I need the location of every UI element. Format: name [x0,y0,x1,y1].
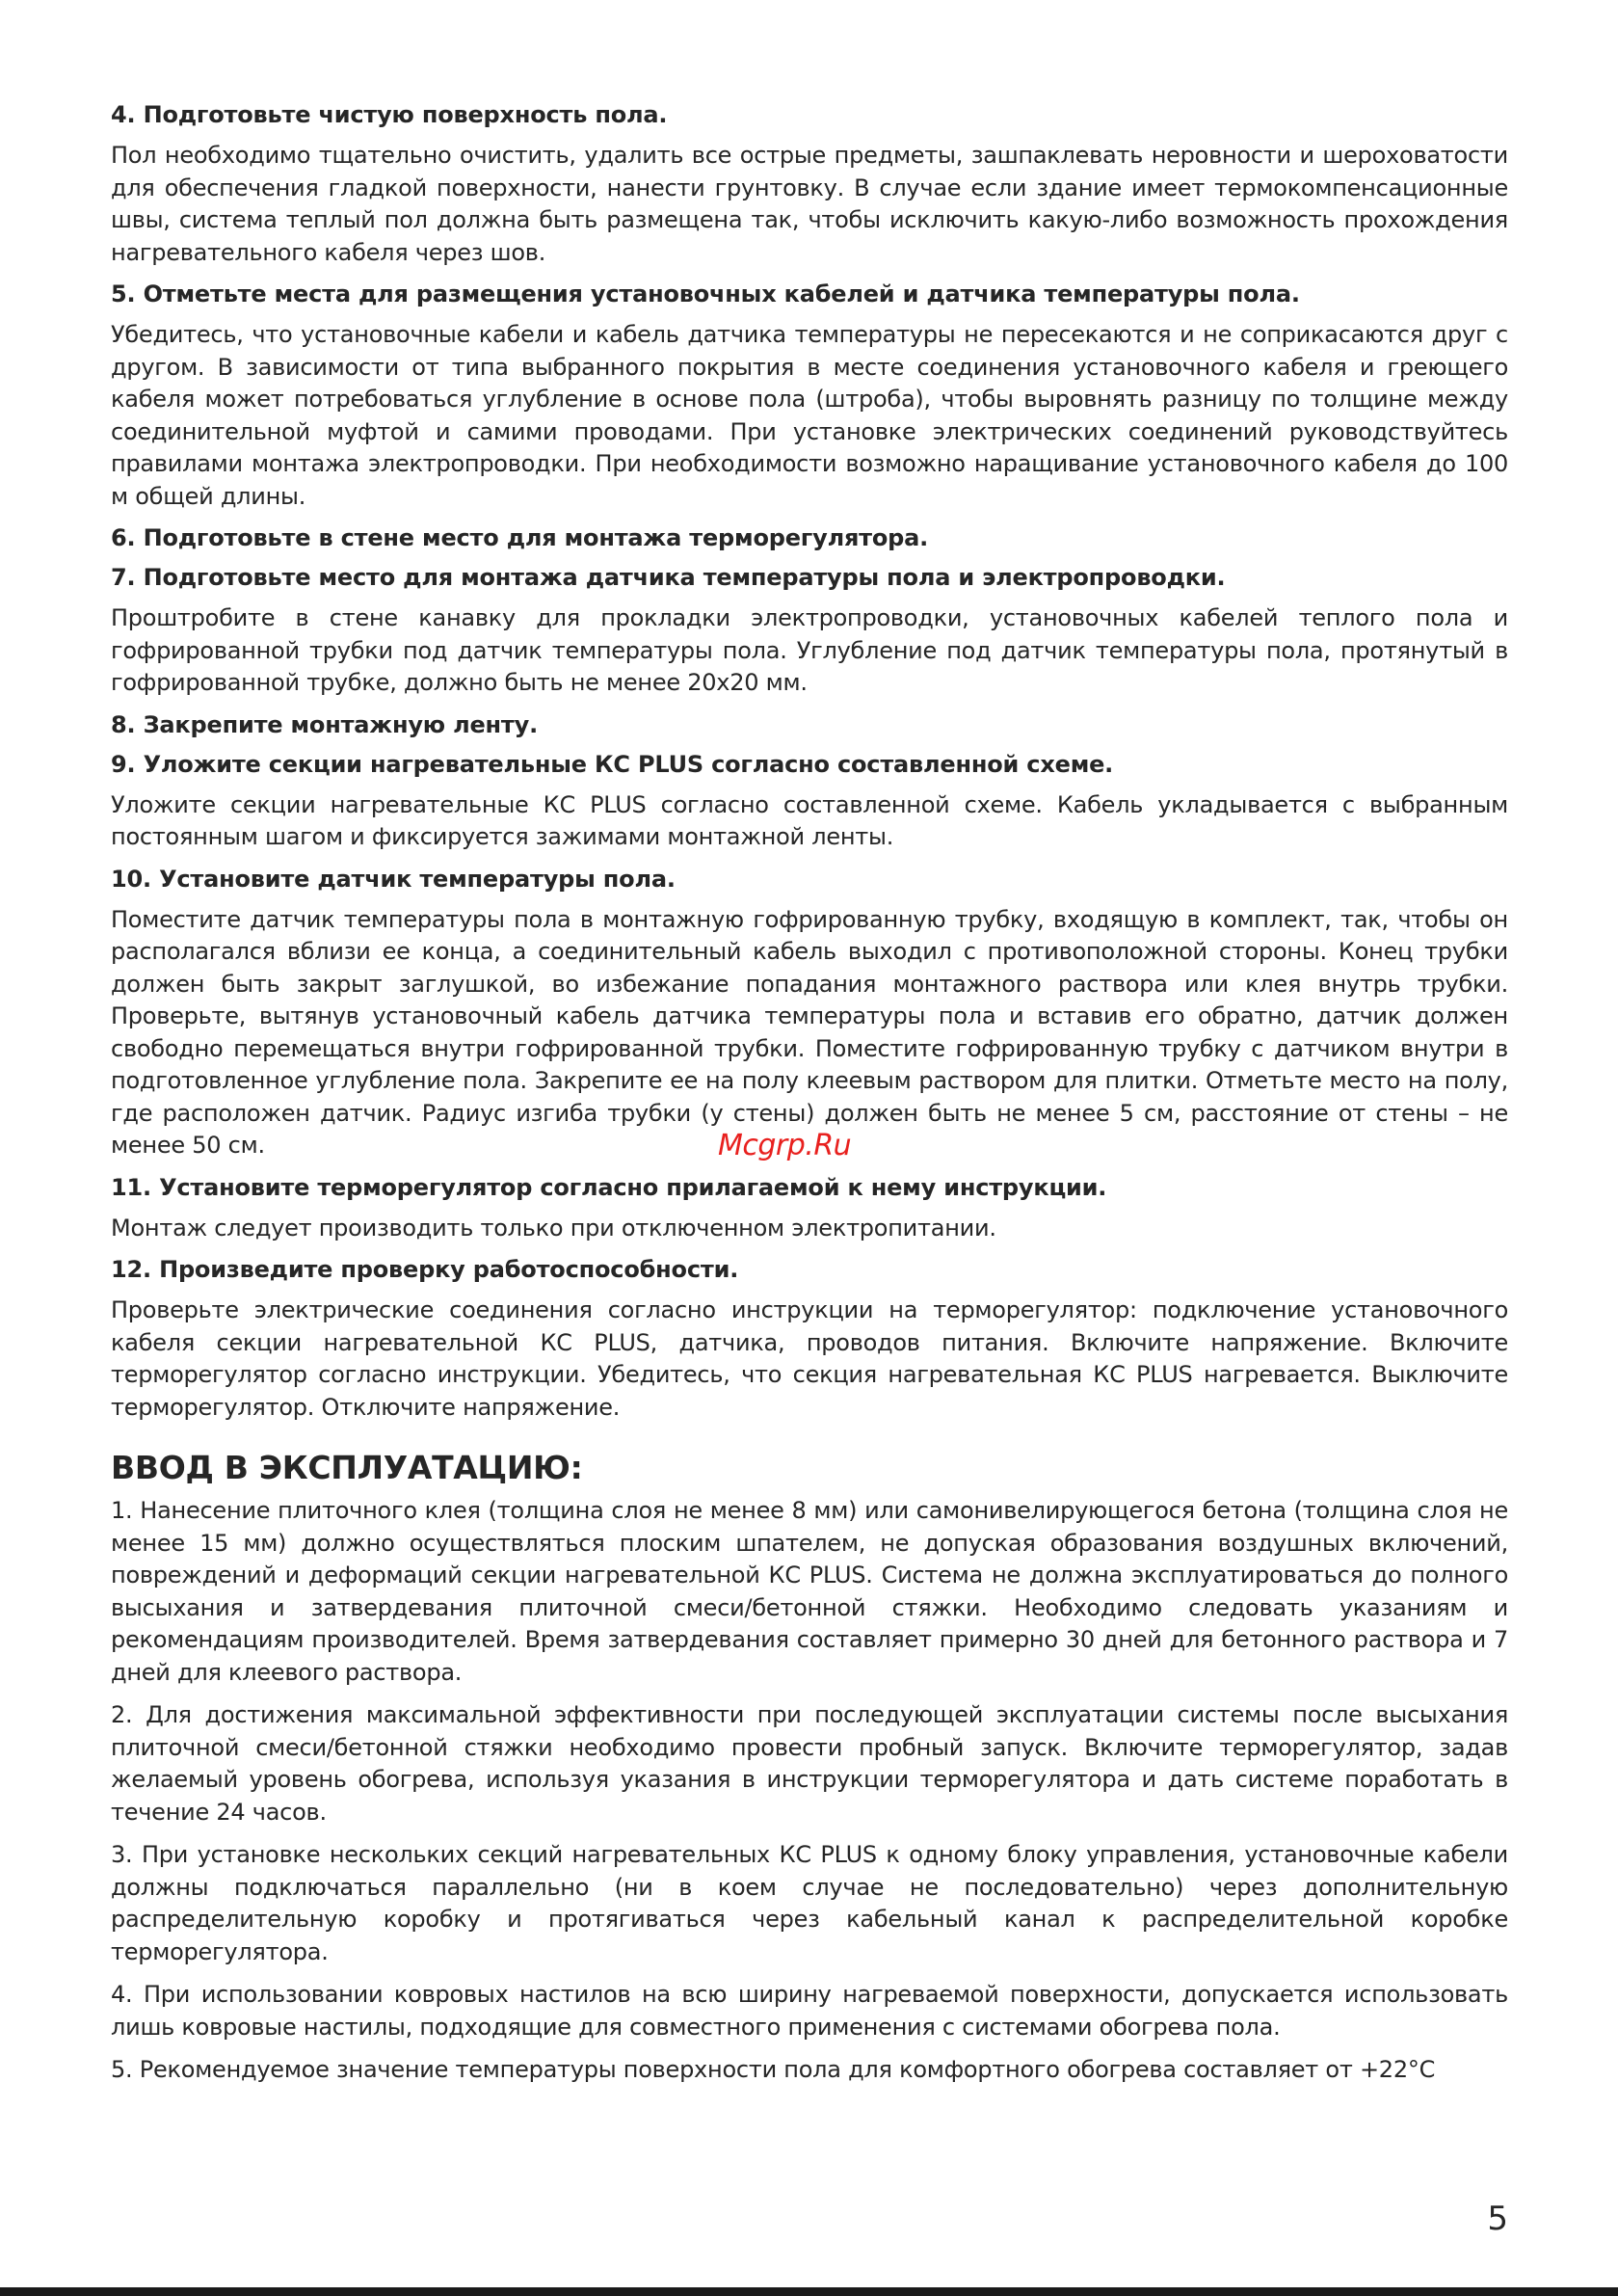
step-9-heading: 9. Уложите секции нагревательные КС PLUS согласно составленной схеме. [111,750,1114,778]
step-12-text: Проверьте электрические соединения согласно инструкции на терморегулятор: подключение установочного кабеля секции нагревательной КС PLUS, датчика, проводов питания. Включите напряжение. Включите терморегулятор согласно инструкции. Убедитесь, что секция нагревательная КС PLUS нагревается. Выключите терморегулятор. Отключите напряжение. [111,1296,1508,1421]
step-9-text: Уложите секции нагревательные КС PLUS согласно составленной схеме. Кабель укладывается с выбранным постоянным шагом и фиксируется зажимами монтажной ленты. [111,790,1508,850]
bottom-divider [0,2287,1618,2296]
page-content [111,100,1508,2097]
commissioning-item-1: 1. Нанесение плиточного клея (толщина слоя не менее 8 мм) или самонивелирующегося бетона (толщина слоя не менее 15 мм) должно осуществляться плоским шпателем, не допуская образования воздушных включений, повреждений и деформаций секции нагревательной КС PLUS. Система не должна эксплуатироваться до полного высыхания и затвердевания плиточной смеси/бетонной стяжки. Необходимо следовать указаниям и рекомендациям производителей. Время затвердевания составляет примерно 30 дней для бетонного раствора и 7 дней для клеевого раствора. [111,1497,1508,1686]
step-5-heading: 5. Отметьте места для размещения установочных кабелей и датчика температуры пола. [111,280,1300,307]
watermark-text: Mcgrp.Ru [718,1129,852,1162]
commissioning-item-4: 4. При использовании ковровых настилов на всю ширину нагреваемой поверхности, допускается использовать лишь ковровые настилы, подходящие для совместного применения с системами обогрева пола. [111,1981,1508,2041]
step-11-heading: 11. Установите терморегулятор согласно прилагаемой к нему инструкции. [111,1173,1107,1201]
step-10-text: Поместите датчик температуры пола в монтажную гофрированную трубку, входящую в комплект, так, чтобы он располагался вблизи ее конца, а соединительный кабель выходил с противоположной стороны. Конец трубки должен быть закрыт заглушкой, во избежание попадания монтажного раствора или клея внутрь трубки. Проверьте, вытянув установочный кабель датчика температуры пола и вставив его обратно, датчик должен свободно перемещаться внутри гофрированной трубки. Поместите гофрированную трубку с датчиком внутри в подготовленное углубление пола. Закрепите ее на полу клеевым раствором для плитки. Отметьте место на полу, где расположен датчик. Радиус изгиба трубки (у стены) должен быть не менее 5 см, расстояние от стены – не менее 50 см. [111,905,1508,1159]
commissioning-item-3: 3. При установке нескольких секций нагревательных КС PLUS к одному блоку управления, установочные кабели должны подключаться параллельно (ни в коем случае не последовательно) через дополнительную распределительную коробку и протягиваться через кабельный канал к распределительной коробке терморегулятора. [111,1841,1508,1965]
commissioning-item-5: 5. Рекомендуемое значение температуры поверхности пола для комфортного обогрева составляет от +22°С [111,2056,1436,2083]
page-number: 5 [1487,2200,1508,2238]
commissioning-title: ВВОД В ЭКСПЛУАТАЦИЮ: [111,1449,583,1486]
step-8-heading: 8. Закрепите монтажную ленту. [111,710,539,738]
step-10-heading: 10. Установите датчик температуры пола. [111,865,676,893]
step-4-heading: 4. Подготовьте чистую поверхность пола. [111,101,668,128]
step-6-heading: 6. Подготовьте в стене место для монтажа терморегулятора. [111,524,929,551]
step-7-heading: 7. Подготовьте место для монтажа датчика температуры пола и электропроводки. [111,564,1226,591]
step-5-text: Убедитесь, что установочные кабели и кабель датчика температуры не пересекаются и не соприкасаются друг с другом. В зависимости от типа выбранного покрытия в месте соединения установочного кабеля и греющего кабеля может потребоваться углубление в основе пола (штроба), чтобы выровнять разницу по толщине между соединительной муфтой и самими проводами. При установке электрических соединений руководствуйтесь правилами монтажа электропроводки. При необходимости возможно наращивание установочного кабеля до 100 м общей длины. [111,321,1508,510]
commissioning-item-2: 2. Для достижения максимальной эффективности при последующей эксплуатации системы после высыхания плиточной смеси/бетонной стяжки необходимо провести пробный запуск. Включите терморегулятор, задав желаемый уровень обогрева, используя указания в инструкции терморегулятора и дать системе поработать в течение 24 часов. [111,1701,1508,1826]
step-7-text: Проштробите в стене канавку для прокладки электропроводки, установочных кабелей теплого пола и гофрированной трубки под датчик температуры пола. Углубление под датчик температуры пола, протянутый в гофрированной трубке, должно быть не менее 20x20 мм. [111,604,1508,696]
step-11-text: Монтаж следует производить только при отключенном электропитании. [111,1214,996,1241]
step-4-text: Пол необходимо тщательно очистить, удалить все острые предметы, зашпаклевать неровности и шероховатости для обеспечения гладкой поверхности, нанести грунтовку. В случае если здание имеет термокомпенсационные швы, система теплый пол должна быть размещена так, чтобы исключить какую-либо возможность прохождения нагревательного кабеля через шов. [111,142,1508,266]
step-12-heading: 12. Произведите проверку работоспособности. [111,1256,739,1283]
